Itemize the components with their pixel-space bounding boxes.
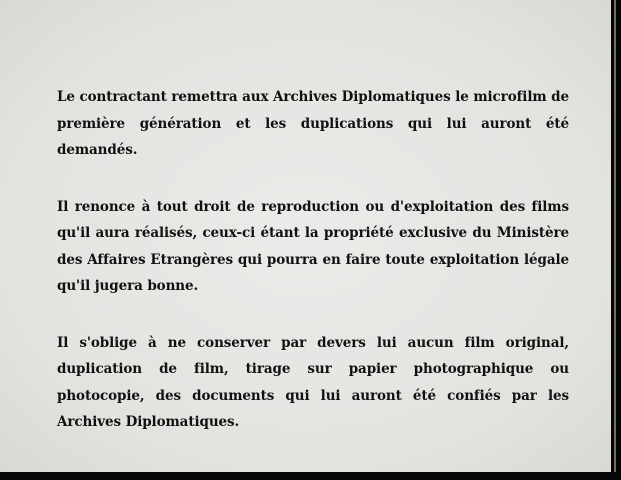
scan-border-bottom bbox=[0, 472, 621, 480]
scan-border-right bbox=[611, 0, 621, 480]
paragraph-microfilm-delivery: Le contractant remettra aux Archives Diplomatiques le microfilm de première génération et les duplications qui lui auront été demandés. bbox=[57, 89, 569, 158]
document-body bbox=[57, 84, 569, 466]
paragraph-retention-obligation: Il s'oblige à ne conserver par devers lui aucun film original, duplication de film, tirage sur papier photographique ou photocopie, des documents qui lui auront été confiés par les Archives Diplomatiques. bbox=[57, 334, 569, 430]
paragraph-reproduction-rights: Il renonce à tout droit de reproduction ou d'exploitation des films qu'il aura réalisés, ceux-ci étant la propriété exclusive du Ministère des Affaires Etrangères qui pourra en faire toute exploitation légale qu'il jugera bonne. bbox=[57, 198, 569, 294]
